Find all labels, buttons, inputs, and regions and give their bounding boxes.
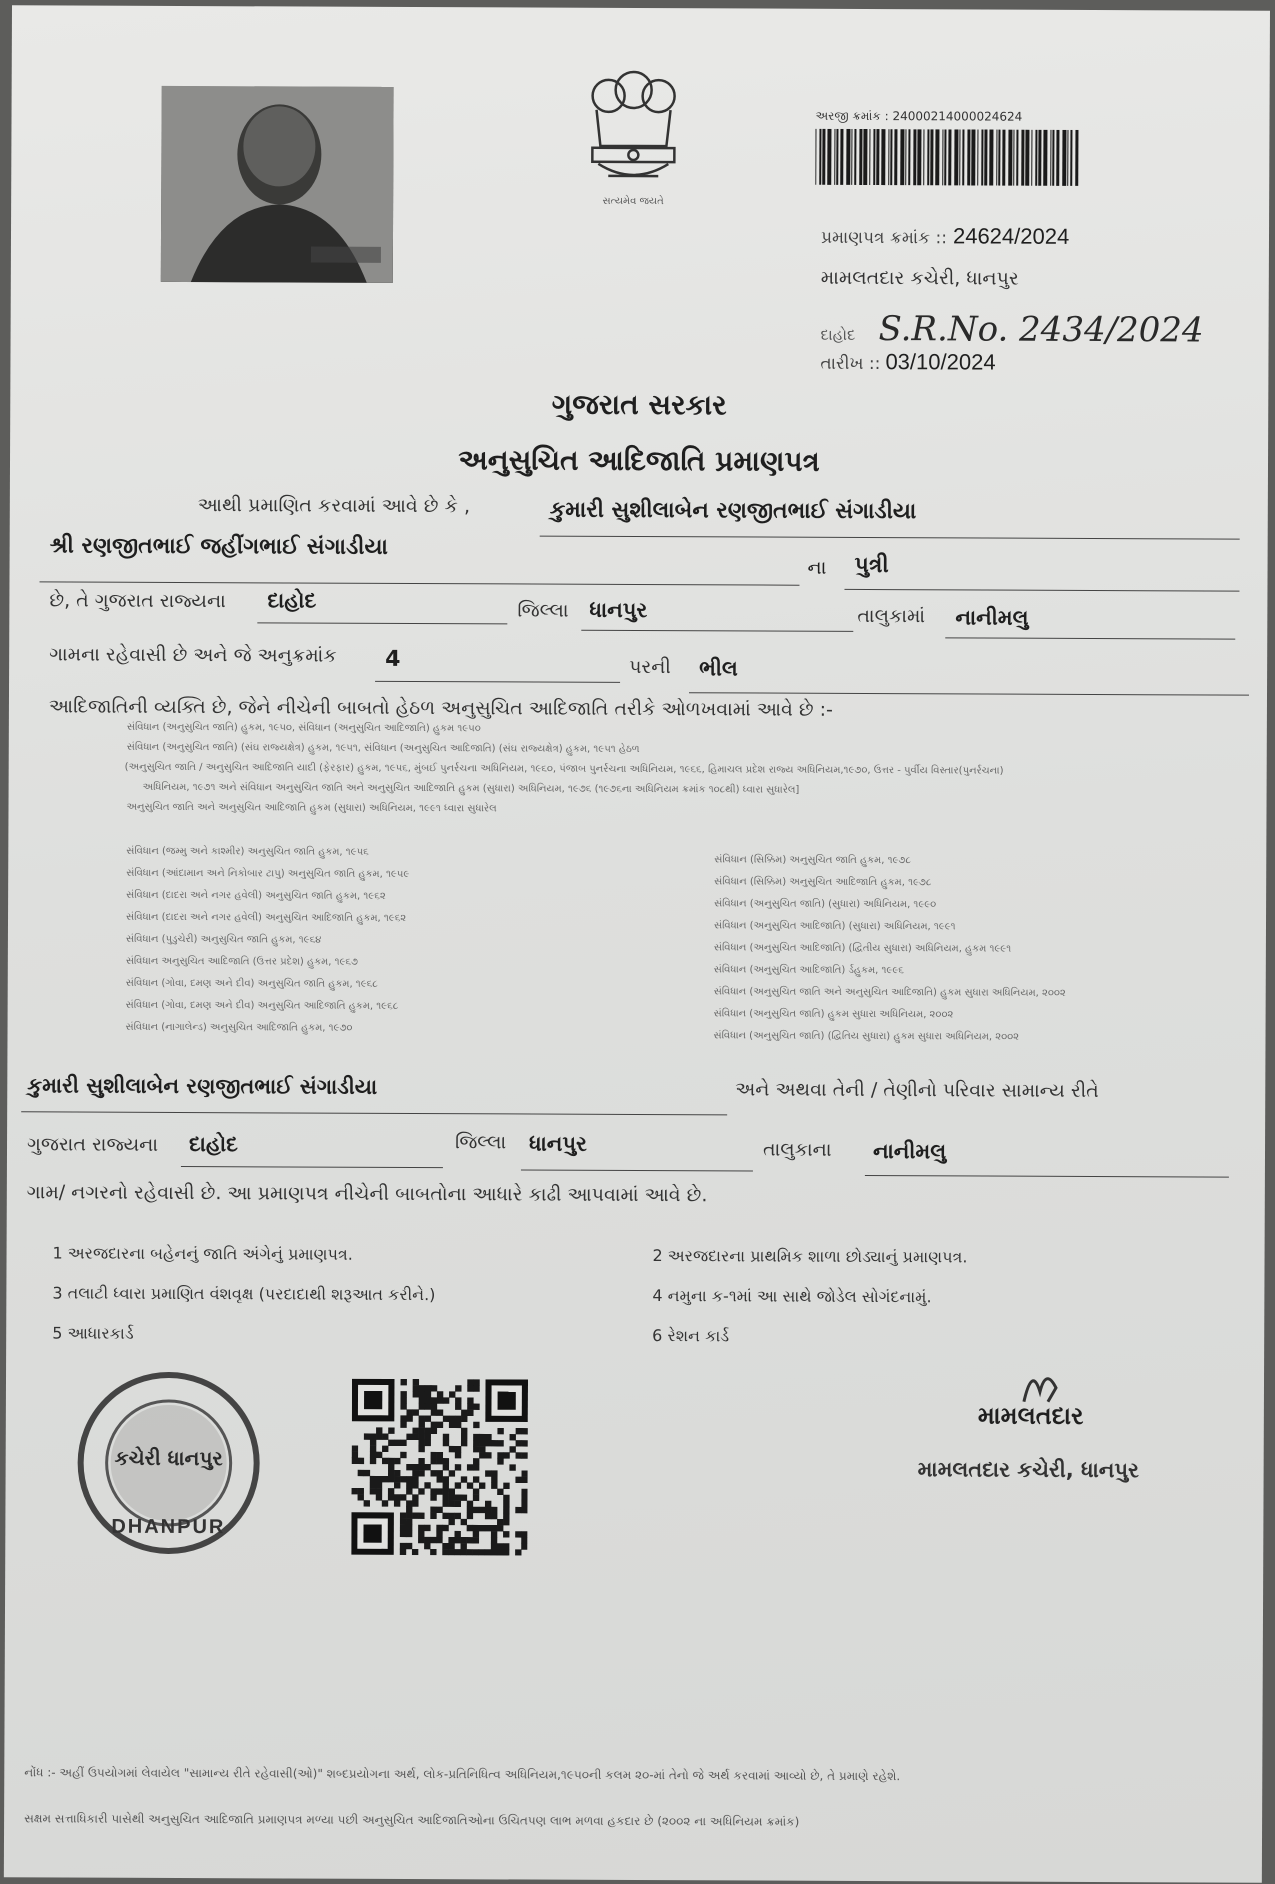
state-text: છે, તે ગુજરાત રાજ્યના bbox=[49, 589, 226, 613]
family-state-text: ગુજરાત રાજ્યના bbox=[26, 1133, 159, 1156]
family-taluka-line bbox=[521, 1169, 753, 1171]
order-item: સંવિધાન (ગોવા, દમણ અને દીવ) અનુસુચિત જાતિ હુકમ, ૧૯૬૮ bbox=[125, 977, 378, 990]
family-taluka-label: તાલુકાના bbox=[762, 1138, 832, 1161]
application-number-label: અરજી ક્રમાંક bbox=[815, 108, 881, 124]
relation-line bbox=[844, 589, 1239, 592]
government-title: ગુજરાત સરકાર bbox=[551, 387, 727, 422]
state-emblem bbox=[571, 66, 696, 217]
certificate-number-label: પ્રમાણપત્ર ક્રમાંક :: bbox=[820, 227, 947, 249]
order-item: સંવિધાન (અનુસુચિત આદિજાતિ) (સુધારા) અધિનિયમ, ૧૯૯૧ bbox=[713, 920, 956, 933]
law-line: સંવિધાન (અનુસુચિત જાતિ) (સંઘ રાજ્યક્ષેત્ર) હુકમ, ૧૯૫૧, સંવિધાન (અનુસુચિત આદિજાતિ) (સંઘ રાજ્યક્ષેત્ર) હુકમ, ૧૯૫૧ હેઠળ bbox=[126, 741, 640, 756]
document-item: 3 તલાટી ધ્વારા પ્રમાણિત વંશવૃક્ષ (પરદાદાથી શરૂઆત કરીને.) bbox=[52, 1283, 436, 1305]
applicant-photo bbox=[161, 86, 394, 283]
district-line bbox=[257, 622, 507, 624]
law-line: સંવિધાન (અનુસુચિત જાતિ) હુકમ, ૧૯૫૦, સંવિધાન (અનુસુચિત આદિજાતિ) હુકમ ૧૯૫૦ bbox=[126, 721, 481, 735]
seal-bottom-text: DHANPUR bbox=[111, 1515, 226, 1539]
village-line bbox=[945, 637, 1235, 639]
order-item: સંવિધાન (જમ્મુ અને કાશ્મીર) અનુસુચિત જાતિ હુકમ, ૧૯૫૬ bbox=[126, 845, 369, 858]
tribe-line bbox=[689, 692, 1249, 695]
srno-district-label: દાહોદ bbox=[820, 325, 856, 344]
and-or-text: અને અથવા તેની / તેણીનો પરિવાર સામાન્ય રીતે bbox=[735, 1078, 1099, 1103]
order-item: સંવિધાન (પુડુચેરી) અનુસુચિત જાતિ હુકમ, ૧૯૬૪ bbox=[125, 933, 322, 946]
family-applicant-name: કુમારી સુશીલાબેન રણજીતભાઈ સંગાડીયા bbox=[27, 1073, 378, 1099]
certificate-number-row bbox=[821, 223, 1069, 250]
barcode bbox=[815, 129, 1083, 188]
orders-left-column bbox=[126, 846, 597, 1035]
tribe-value: ભીલ bbox=[699, 656, 738, 681]
village-value: નાનીમલુ bbox=[955, 605, 1029, 630]
par-label: પરની bbox=[629, 655, 671, 679]
order-item: સંવિધાન (અનુસુચિત જાતિ અને અનુસુચિત આદિજાતિ) હુકમ સુધારા અધિનિયમ, ૨૦૦૨ bbox=[713, 986, 1066, 999]
applicant-name: કુમારી સુશીલાબેન રણજીતભાઈ સંગાડીયા bbox=[549, 497, 917, 525]
order-item: સંવિધાન (દાદરા અને નગર હવેલી) અનુસુચિત આદિજાતિ હુકમ, ૧૯૬૨ bbox=[126, 911, 407, 924]
office-name: મામલતદાર કચેરી, ધાનપુર bbox=[820, 266, 1019, 290]
order-item: સંવિધાન (નાગાલેન્ડ) અનુસુચિત આદિજાતિ હુકમ, ૧૯૭૦ bbox=[125, 1021, 353, 1034]
certificate-title: અનુસુચિત આદિજાતિ પ્રમાણપત્ર bbox=[458, 443, 820, 478]
srno-row bbox=[821, 309, 1204, 351]
emblem-motto: સત્યમેવ જયતે bbox=[602, 195, 664, 208]
document-item: 1 અરજદારના બહેનનું જાતિ અંગેનું પ્રમાણપત્ર. bbox=[52, 1243, 353, 1264]
order-item: સંવિધાન (સિક્કિમ) અનુસુચિત આદિજાતિ હુકમ, ૧૯૭૮ bbox=[714, 876, 932, 889]
office-seal bbox=[73, 1368, 264, 1559]
order-item: સંવિધાન (અનુસુચિત આદિજાતિ) (દ્વિતીય સુધારા) અધિનિયમ, હુકમ ૧૯૯૧ bbox=[713, 942, 1012, 955]
order-item: સંવિધાન (અનુસુચિત જાતિ) (દ્વિતિય સુધારા) હુકમ સુધારા અધિનિયમ, ૨૦૦૨ bbox=[713, 1030, 1020, 1043]
law-line: અનુસુચિત જાતિ અને અનુસુચિત આદિજાતિ હુકમ (સુધારા) અધિનિયમ, ૧૯૯૧ ધ્વારા સુધારેલ bbox=[126, 801, 497, 815]
relation: પુત્રી bbox=[854, 552, 889, 579]
taluka-value: ધાનપુર bbox=[589, 597, 648, 623]
footer-note-2: સક્ષમ સત્તાધિકારી પાસેથી અનુસુચિત આદિજાતિ પ્રમાણપત્ર મળ્યા પછી અનુસુચિત આદિજાતિઓના ઉચિતપણ લાભ મળવા હકદાર છે (૨૦૦૨ ના અધિનિયમ ક્રમાંક) bbox=[24, 1811, 800, 1829]
law-list bbox=[126, 722, 1206, 818]
document-item: 5 આધારકાર્ડ bbox=[52, 1323, 134, 1343]
family-village-line bbox=[865, 1175, 1229, 1178]
family-district-label: જિલ્લા bbox=[455, 1131, 507, 1154]
document-item: 6 રેશન કાર્ડ bbox=[652, 1326, 730, 1346]
order-item: સંવિધાન (અનુસુચિત જાતિ) (સુધારા) અધિનિયમ, ૧૯૯૦ bbox=[714, 898, 937, 911]
district-value: દાહોદ bbox=[267, 588, 317, 613]
document-item: 4 નમુના ક-૧માં આ સાથે જોડેલ સોગંદનામું. bbox=[652, 1286, 932, 1307]
family-district-value: દાહોદ bbox=[188, 1132, 238, 1157]
serial-line bbox=[375, 681, 620, 683]
application-number: 24000214000024624 bbox=[892, 109, 1023, 124]
date-label: તારીખ :: bbox=[820, 353, 881, 375]
certify-text: આથી પ્રમાણિત કરવામાં આવે છે કે , bbox=[197, 494, 471, 518]
basis-text: ગામ/ નગરનો રહેવાસી છે. આ પ્રમાણપત્ર નીચેની બાબતોના આધારે કાઢી આપવામાં આવે છે. bbox=[26, 1181, 708, 1207]
signatory-title: મામલતદાર bbox=[977, 1401, 1084, 1430]
qr-code bbox=[351, 1379, 528, 1556]
law-line: (અનુસુચિત જાતિ / અનુસુચિત આદિજાતિ યાદી (ફેરફાર) હુકમ, ૧૯૫૬, મુંબઈ પુનર્રચના અધિનિયમ, ૧૯૬૦, પંજાબ પુનર્રચના અધિનિયમ, ૧૯૬૬, હિમાચલ પ્રદેશ રાજ્ય અધિનિયમ,૧૯૭૦, ઉત્તર - પુર્વીય વિસ્તાર(પુનર્રચના) bbox=[124, 761, 1004, 777]
signatory-office: મામલતદાર કચેરી, ધાનપુર bbox=[917, 1457, 1139, 1483]
applicant-name-line bbox=[540, 536, 1240, 540]
certificate-sheet bbox=[4, 5, 1270, 1882]
document-item: 2 અરજદારના પ્રાથમિક શાળા છોડ્યાનું પ્રમાણપત્ર. bbox=[652, 1246, 968, 1267]
order-item: સંવિધાન (અનુસુચિત જાતિ) હુકમ સુધારા અધિનિયમ, ૨૦૦૨ bbox=[713, 1008, 954, 1021]
family-village-value: નાનીમલુ bbox=[872, 1139, 947, 1164]
father-name: શ્રી રણજીતભાઈ જહીંગભાઈ સંગાડીયા bbox=[49, 533, 388, 560]
taluka-label: તાલુકામાં bbox=[857, 604, 926, 628]
order-item: સંવિધાન (અનુસુચિત આદિજાતિ) ર્ડહુકમ, ૧૯૯૬ bbox=[713, 964, 904, 977]
district-label: જિલ્લા bbox=[517, 599, 569, 622]
law-line: અધિનિયમ, ૧૯૭૧ અને સંવિધાન અનુસુચિત જાતિ અને અનુસુચિત આદિજાતિ હુકમ (સુધારા) અધિનિયમ, ૧૯૭૬ (૧૯૭૬ના અધિનિયમ ક્રમાંક ૧૦૮થી) ધ્વારા સુધારેલ] bbox=[142, 781, 800, 796]
date-row bbox=[820, 349, 995, 376]
family-taluka-value: ધાનપુર bbox=[528, 1131, 587, 1156]
serial-number: 4 bbox=[385, 646, 401, 672]
order-item: સંવિધાન (ગોવા, દમણ અને દીવ) અનુસુચિત આદિજાતિ હુકમ, ૧૯૬૮ bbox=[125, 999, 399, 1012]
order-item: સંવિધાન (દાદરા અને નગર હવેલી) અનુસુચિત જાતિ હુકમ, ૧૯૬૨ bbox=[126, 889, 386, 902]
family-applicant-line bbox=[21, 1111, 727, 1115]
father-name-line bbox=[39, 581, 799, 585]
issue-date: 03/10/2024 bbox=[885, 349, 996, 375]
resident-text: ગામના રહેવાસી છે અને જે અનુક્રમાંક bbox=[49, 643, 337, 667]
taluka-line bbox=[581, 630, 853, 632]
srno-handwritten: S.R.No. 2434/2024 bbox=[878, 309, 1204, 351]
order-item: સંવિધાન અનુસુચિત આદિજાતિ (ઉત્તર પ્રદેશ) હુકમ, ૧૯૬૭ bbox=[125, 955, 358, 968]
recognized-text: આદિજાતિની વ્યક્તિ છે, જેને નીચેની બાબતો હેઠળ અનુસુચિત આદિજાતિ તરીકે ઓળખવામાં આવે છે :- bbox=[48, 695, 833, 721]
order-item: સંવિધાન (સિક્કિમ) અનુસુચિત જાતિ હુકમ, ૧૯૭૮ bbox=[714, 854, 911, 867]
certificate-number: 24624/2024 bbox=[952, 223, 1070, 249]
seal-center-text: કચેરી ધાનપુર bbox=[114, 1445, 223, 1471]
orders-right-column bbox=[713, 854, 1234, 1043]
na-label: ના bbox=[807, 556, 827, 579]
family-district-line bbox=[181, 1166, 443, 1168]
application-number-row: અરજી ક્રમાંક : 24000214000024624 bbox=[815, 108, 1023, 124]
documents-right bbox=[652, 1236, 967, 1357]
lion-capital-icon bbox=[578, 66, 689, 194]
order-item: સંવિધાન (આંદામાન અને નિકોબાર ટાપુ) અનુસુચિત જાતિ હુકમ, ૧૯૫૯ bbox=[126, 867, 410, 880]
footer-note: નોંધ :- અહીં ઉપયોગમાં લેવાયેલ "સામાન્ય રીતે રહેવાસી(ઓ)" શબ્દપ્રયોગના અર્થ, લોક-પ્રતિનિધિત્વ અધિનિયમ,૧૯૫૦ની કલમ ૨૦-માં તેનો જે અર્થ કરવામાં આવ્યો છે, તે પ્રમાણે રહેશે. bbox=[24, 1765, 901, 1784]
documents-left bbox=[52, 1233, 436, 1355]
